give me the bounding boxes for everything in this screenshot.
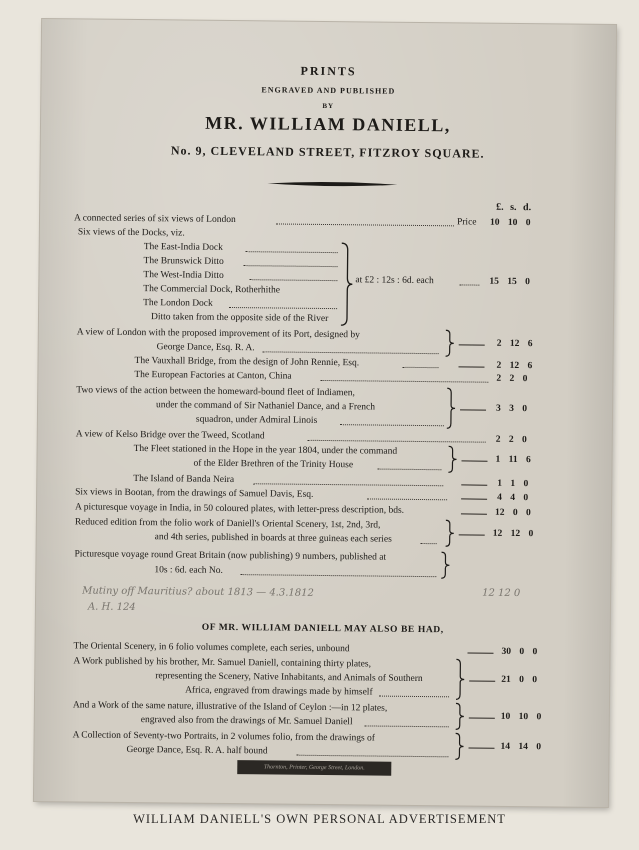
dock-item: The West-India Ditto: [143, 270, 224, 281]
entry-samuel-1: A Work published by his brother, Mr. Samuel Daniell, containing thirty plates,: [73, 656, 372, 670]
ornament-rule: [267, 180, 397, 187]
dot-leader: [263, 351, 439, 354]
price-samuel: 21 0 0: [501, 674, 538, 686]
dot-leader: [320, 380, 488, 383]
entry-fleet-1: The Fleet stationed in the Hope in the year 1804, under the command: [133, 443, 398, 457]
price-london: 10 10 0: [489, 217, 531, 229]
dock-item: The Brunswick Ditto: [143, 256, 224, 267]
entry-bootan: Six views in Bootan, from the drawings of Samuel Davis, Esq.: [75, 487, 314, 500]
dot-leader: [308, 440, 486, 443]
bracket-right: [339, 242, 354, 326]
dot-leader: [421, 543, 437, 544]
entry-port-1: A view of London with the proposed improvement of its Port, designed by: [76, 327, 360, 341]
price-dash: [459, 534, 485, 535]
dock-item: The East-India Dock: [143, 242, 223, 253]
price-dash: [461, 513, 487, 514]
price-dash: [469, 718, 495, 719]
bracket-right: [455, 658, 465, 700]
entry-britain-2: 10s : 6d. each No.: [154, 565, 224, 576]
bracket-right: [454, 732, 464, 760]
entry-ceylon-1: And a Work of the same nature, illustrative of the Island of Ceylon :—in 12 plates,: [72, 700, 388, 714]
dot-leader: [367, 498, 447, 500]
dot-leader: [402, 367, 438, 368]
dock-item: Ditto taken from the opposite side of the River: [150, 312, 329, 325]
handwritten-ref: A. H. 124: [87, 601, 136, 614]
price-reduced: 12 12 0: [492, 528, 534, 540]
dot-leader: [249, 279, 337, 281]
entry-samuel-3: Africa, engraved from drawings made by himself: [185, 685, 373, 698]
dot-leader: [276, 223, 454, 226]
price-banda: 1 1 0: [497, 478, 529, 490]
price-dash: [461, 498, 487, 499]
entry-reduced-1: Reduced edition from the folio work of Daniell's Oriental Scenery, 1st, 2nd, 3rd,: [74, 517, 381, 531]
dock-item: The London Dock: [143, 298, 213, 309]
title-prints: PRINTS: [300, 63, 357, 79]
entry-portraits-2: George Dance, Esq. R. A. half bound: [126, 744, 268, 757]
bracket-right: [440, 551, 450, 579]
price-india: 12 0 0: [494, 507, 531, 519]
price-dash: [469, 681, 495, 682]
entry-canton: The European Factories at Canton, China: [134, 370, 292, 382]
dot-leader: [377, 469, 441, 471]
page-caption: WILLIAM DANIELL'S OWN PERSONAL ADVERTISEMENT: [133, 812, 506, 826]
subtitle-by: BY: [322, 101, 335, 111]
price-docks: 15 15 0: [489, 276, 530, 288]
entry-ceylon-2: engraved also from the drawings of Mr. Samuel Daniell: [140, 715, 353, 728]
entry-action-3: squadron, under Admiral Linois: [195, 414, 318, 426]
dot-leader: [365, 725, 449, 727]
price-dash: [459, 344, 485, 345]
entry-portraits-1: A Collection of Seventy-two Portraits, in 2 volumes folio, from the drawings of: [72, 730, 376, 744]
price-dash: [458, 366, 484, 367]
bracket-right: [447, 445, 457, 473]
entry-samuel-2: representing the Scenery, Native Inhabitants, and Animals of Southern: [155, 671, 423, 685]
dot-leader: [340, 424, 444, 426]
price-label: Price: [456, 217, 477, 228]
dot-leader: [244, 265, 338, 267]
entry-action-2: under the command of Sir Nathaniel Dance, and a French: [156, 400, 376, 413]
dot-leader: [296, 755, 448, 758]
section-heading: OF MR. WILLIAM DANIELL MAY ALSO BE HAD,: [201, 622, 444, 636]
entry-banda: The Island of Banda Neira: [133, 473, 235, 486]
dot-leader: [253, 483, 443, 486]
bracket-right: [445, 329, 455, 357]
entry-vauxhall: The Vauxhall Bridge, from the design of John Rennie, Esq.: [134, 356, 360, 369]
dot-leader: [459, 284, 479, 285]
price-fleet: 1 11 6: [495, 454, 531, 466]
dot-leader: [229, 307, 337, 309]
price-bootan: 4 4 0: [497, 492, 529, 504]
dot-leader: [246, 251, 338, 253]
entry-docks-intro: Six views of the Docks, viz.: [77, 227, 185, 239]
entry-london: A connected series of six views of London: [73, 213, 236, 226]
bracket-right: [455, 702, 465, 730]
price-dash: [462, 460, 488, 461]
price-dash: [468, 748, 494, 749]
price-dash: [467, 653, 493, 654]
price-canton: 2 2 0: [496, 373, 528, 385]
entry-oriental: The Oriental Scenery, in 6 folio volumes complete, each series, unbound: [73, 641, 350, 655]
dot-leader: [240, 574, 436, 577]
dot-leader: [379, 696, 449, 698]
bracket-right: [446, 387, 456, 429]
price-dash: [460, 409, 486, 410]
publisher-address: No. 9, CLEVELAND STREET, FITZROY SQUARE.: [170, 143, 485, 161]
price-dash: [461, 484, 487, 485]
entry-fleet-2: of the Elder Brethren of the Trinity House: [193, 458, 354, 471]
dock-item: The Commercial Dock, Rotherhithe: [143, 284, 280, 296]
subtitle-engraved: ENGRAVED AND PUBLISHED: [261, 85, 396, 96]
advertisement-sheet: [34, 19, 616, 807]
entry-action-1: Two views of the action between the homeward-bound fleet of Indiamen,: [76, 385, 355, 399]
entry-reduced-2: and 4th series, published in boards at three guineas each series: [154, 532, 392, 545]
entry-britain-1: Picturesque voyage round Great Britain (now publishing) 9 numbers, published at: [74, 549, 387, 563]
price-port: 2 12 6: [496, 338, 533, 350]
price-vauxhall: 2 12 6: [496, 360, 533, 372]
publisher-name: MR. WILLIAM DANIELL,: [205, 112, 451, 136]
price-kelso: 2 2 0: [495, 434, 527, 446]
price-ceylon: 10 10 0: [500, 711, 542, 723]
entry-port-2: George Dance, Esq. R. A.: [156, 342, 255, 354]
price-portraits: 14 14 0: [500, 741, 542, 753]
bracket-right: [445, 519, 455, 547]
handwritten-total: 12 12 0: [482, 587, 521, 600]
currency-header: £. s. d.: [496, 201, 532, 214]
docks-each-note: at £2 : 12s : 6d. each: [355, 275, 434, 287]
entry-india: A picturesque voyage in India, in 50 coloured plates, with letter-press description, bds.: [74, 502, 405, 516]
handwritten-note: Mutiny off Mauritius? about 1813 — 4.3.1812: [82, 585, 314, 599]
printer-stamp: Thornton, Printer, George Street, London.: [237, 760, 391, 776]
entry-kelso: A view of Kelso Bridge over the Tweed, Scotland: [75, 429, 265, 442]
price-oriental: 30 0 0: [501, 646, 538, 658]
price-action: 3 3 0: [496, 403, 528, 415]
